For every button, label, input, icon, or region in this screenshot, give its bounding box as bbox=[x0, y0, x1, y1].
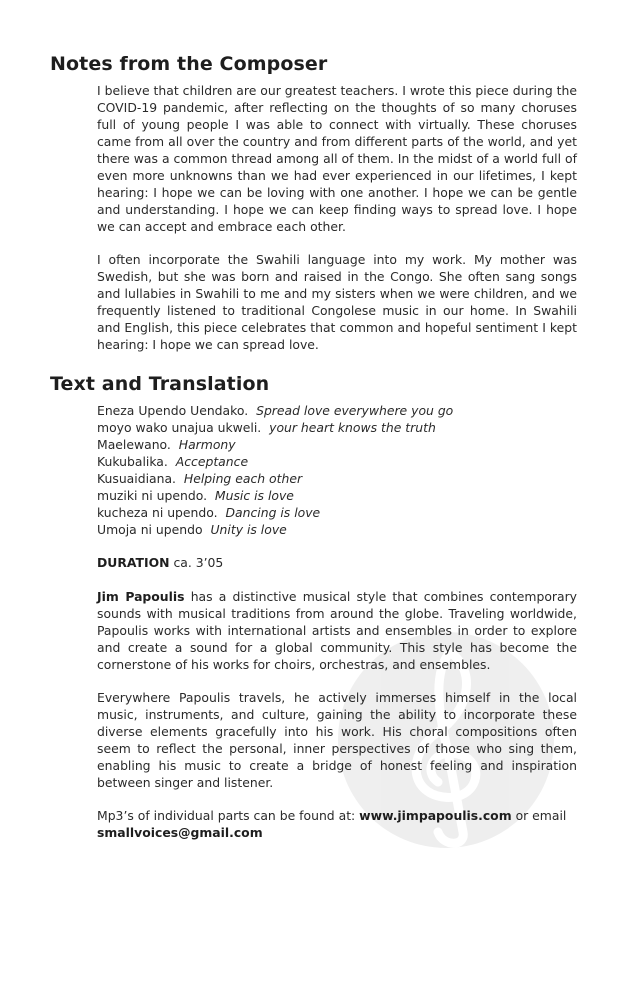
composer-notes bbox=[97, 82, 577, 353]
bio-paragraph: Jim Papoulis has a distinctive musical style that combines contemporary sounds with musical traditions from around the globe. Traveling worldwide, Papoulis works with international artists and ensembles in order to explore and create a sound for a global community. This style has become the cornerstone of his works for choirs, orchestras, and ensembles. bbox=[97, 589, 578, 672]
composer-name: Jim Papoulis bbox=[97, 589, 185, 604]
lyrics-list bbox=[97, 402, 577, 571]
section-heading-notes: Notes from the Composer bbox=[50, 53, 328, 75]
lyric-line: Kusuaidiana. Helping each other bbox=[97, 471, 303, 486]
composer-bio bbox=[97, 588, 577, 841]
email-link[interactable]: smallvoices@gmail.com bbox=[97, 825, 263, 840]
lyric-line: muziki ni upendo. Music is love bbox=[97, 488, 294, 503]
website-link[interactable]: www.jimpapoulis.com bbox=[359, 808, 512, 823]
lyric-line: Kukubalika. Acceptance bbox=[97, 454, 249, 469]
notes-paragraph: I believe that children are our greatest teachers. I wrote this piece during the COVID-19 pandemic, after reflecting on the thoughts of so many choruses full of young people I was able to connect with virtually. These choruses came from all over the country and from different parts of the world, and yet there was a common thread among all of them. In the midst of a world full of even more unknowns than we had ever experienced in our lifetimes, I kept hearing: I hope we can be loving with one another. I hope we can be gentle and understanding. I hope we can keep finding ways to spread love. I hope we can accept and embrace each other. bbox=[97, 83, 577, 234]
lyric-line: kucheza ni upendo. Dancing is love bbox=[97, 505, 321, 520]
bio-paragraph: Everywhere Papoulis travels, he actively immerses himself in the local music, instruments, and culture, gaining the ability to incorporate these diverse elements gracefully into his work. His choral compositions often seem to reflect the personal, inner perspectives of those who sing them, enabling his music to create a bridge of honest feeling and inspiration between singer and listener. bbox=[97, 690, 577, 790]
section-heading-translation: Text and Translation bbox=[50, 373, 270, 395]
notes-paragraph: I often incorporate the Swahili language into my work. My mother was Swedish, but she was born and raised in the Congo. She often sang songs and lullabies in Swahili to me and my sisters when we were children, and we frequently listened to traditional Congolese music in our home. In Swahili and English, this piece celebrates that common and hopeful sentiment I kept hearing: I hope we can spread love. bbox=[97, 252, 577, 352]
lyric-line: Maelewano. Harmony bbox=[97, 437, 236, 452]
lyric-line: Eneza Upendo Uendako. Spread love everywhere you go bbox=[97, 403, 454, 418]
lyric-line: Umoja ni upendo Unity is love bbox=[97, 522, 287, 537]
lyric-line: moyo wako unajua ukweli. your heart knows the truth bbox=[97, 420, 436, 435]
duration: DURATION ca. 3’05 bbox=[97, 555, 224, 570]
contact-paragraph: Mp3’s of individual parts can be found at: www.jimpapoulis.com or email smallvoices@gmail.com bbox=[97, 808, 567, 840]
